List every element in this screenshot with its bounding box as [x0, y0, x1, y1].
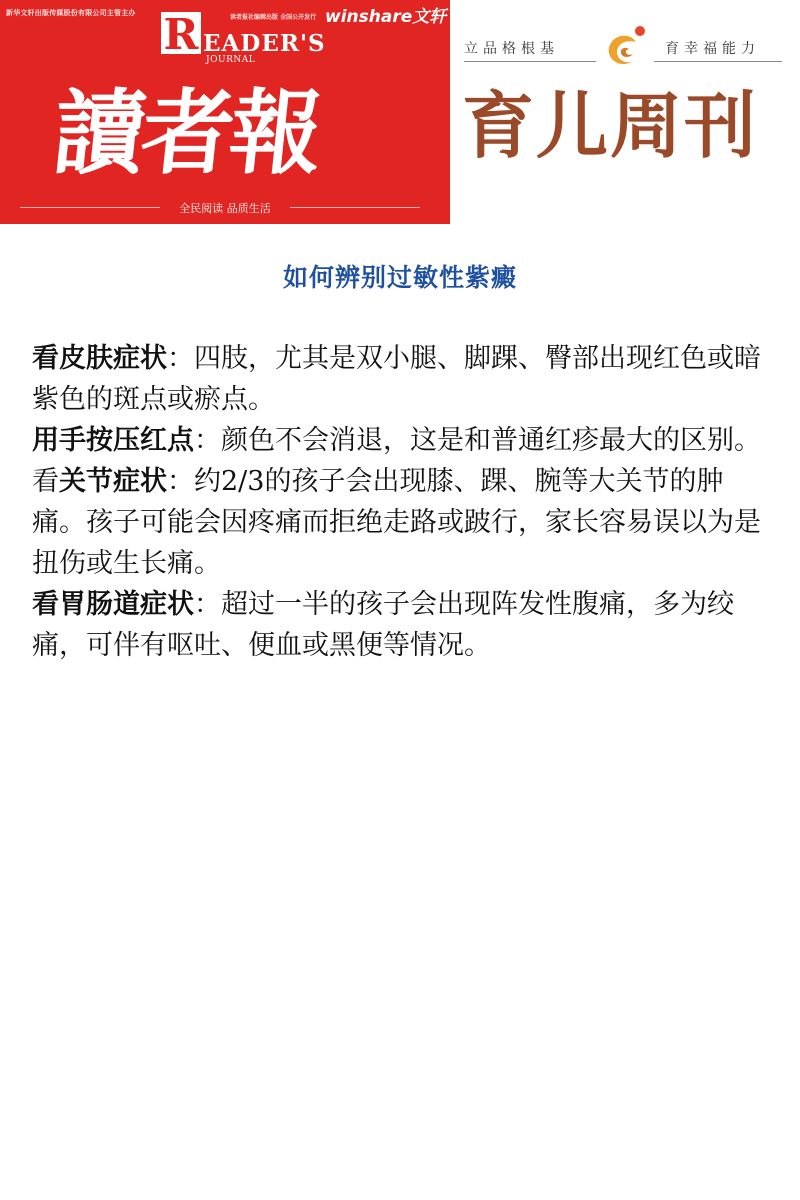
paragraph-lead: 看	[32, 466, 59, 497]
paragraph-press-test	[32, 420, 772, 461]
distribution-line: 读者报社编辑出版 全国公开发行	[230, 14, 317, 21]
readers-journal-calligraphy-title: 讀者報	[48, 79, 324, 187]
paragraph-heading: 关节症状	[59, 466, 167, 497]
parenting-slogan-left: 立品格根基	[464, 41, 559, 57]
paragraph-text: ：约2/3的孩子会出现膝、踝、腕等大关节的肿痛。孩子可能会因疼痛而拒绝走路或跛行，家长容易误以为是扭伤或生长痛。	[32, 466, 761, 579]
paragraph-heading: 看皮肤症状	[32, 343, 167, 374]
swirl-sun-logo-icon	[600, 22, 650, 70]
paragraph-gi-symptoms	[32, 584, 772, 666]
paragraph-text: ：超过一半的孩子会出现阵发性腹痛，多为绞痛，可伴有呕吐、便血或黑便等情况。	[32, 589, 734, 661]
slogan-divider-left	[20, 207, 160, 208]
publisher-line: 新华文轩出版传媒股份有限公司主管主办	[6, 9, 136, 17]
readers-journal-slogan: 全民阅读 品质生活	[179, 202, 271, 215]
parenting-weekly-banner	[450, 0, 800, 224]
readers-journal-brand: EADER'S	[203, 30, 326, 57]
readers-journal-logo-letter: R	[161, 12, 201, 54]
paragraph-text: ：四肢，尤其是双小腿、脚踝、臀部出现红色或暗紫色的斑点或瘀点。	[32, 343, 761, 415]
slogan-divider-right	[290, 207, 420, 208]
paragraph-text: ：颜色不会消退，这是和普通红疹最大的区别。	[194, 425, 761, 456]
paragraph-joint-symptoms	[32, 461, 772, 584]
paragraph-heading: 看胃肠道症状	[32, 589, 194, 620]
readers-journal-subbrand: JOURNAL	[206, 55, 256, 65]
readers-journal-banner	[0, 0, 450, 224]
winshare-logo: winshare文轩	[325, 7, 447, 27]
article-title: 如何辨别过敏性紫癜	[282, 263, 517, 292]
parenting-slogan-right: 育幸福能力	[665, 41, 760, 57]
article-body	[32, 338, 772, 666]
slogan-underline-left	[464, 61, 596, 62]
parenting-weekly-title: 育儿周刊	[462, 84, 759, 168]
paragraph-skin-symptoms	[32, 338, 772, 420]
slogan-underline-right	[654, 61, 782, 62]
paragraph-heading: 用手按压红点	[32, 425, 194, 456]
